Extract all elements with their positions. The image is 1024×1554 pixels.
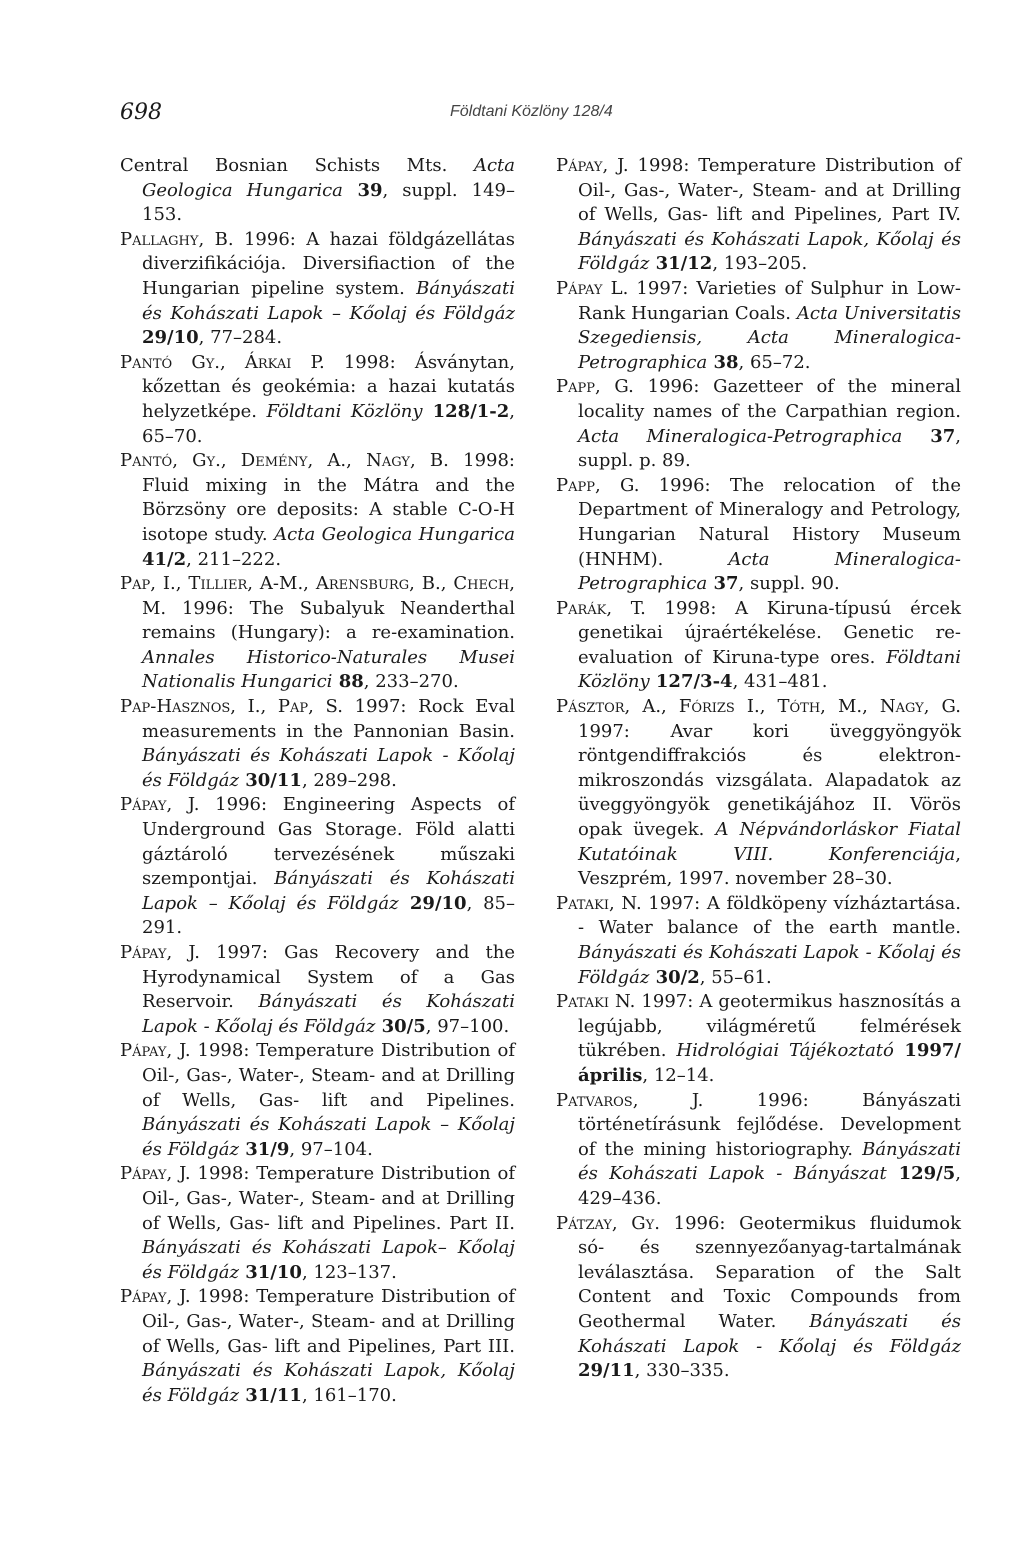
reference-entry	[120, 1039, 515, 1162]
reference-journal: Bányászati és Kohászati Lapok, Kőolaj és Földgáz	[578, 228, 961, 275]
reference-pages: , 85–291.	[142, 892, 515, 939]
reference-volume: 127/3-4	[649, 671, 733, 693]
reference-entry	[120, 351, 515, 449]
reference-volume: 129/5	[886, 1163, 956, 1185]
reference-volume: 30/5	[375, 1015, 426, 1037]
reference-entry	[556, 277, 961, 375]
reference-journal: Acta Universitatis Szegediensis, Acta Mineralogica-Petrographica	[578, 302, 961, 373]
reference-body: 1997: A földköpeny vízháztartása. - Water balance of the earth mantle.	[578, 892, 961, 939]
left-column	[120, 154, 515, 1408]
reference-journal: Földtani Közlöny	[578, 646, 961, 693]
reference-authors: Pallaghy, B.	[120, 228, 234, 250]
reference-body: 1998: Ásványtan, kőzettan és geokémia: a hazai kutatás helyzetképe.	[142, 351, 515, 422]
reference-body: 1997: Rock Eval measurements in the Pannonian Basin.	[142, 696, 515, 742]
reference-authors: Pásztor, A., Fórizs I., Tóth, M., Nagy, G.	[556, 696, 961, 718]
reference-pages: , 55–61.	[699, 966, 772, 988]
reference-body: 1998: Fluid mixing in the Mátra and the Börzsöny ore deposits: A stable C-O-H isotope study.	[142, 450, 515, 545]
reference-volume: 128/1-2	[422, 400, 510, 422]
reference-authors: Pataki, N.	[556, 892, 642, 914]
reference-journal: Bányászati és Kohászati Lapok - Bányászat	[578, 1138, 961, 1185]
reference-journal: Bányászati és Kohászati Lapok, Kőolaj és Földgáz	[142, 1360, 515, 1406]
reference-volume: 37	[902, 425, 956, 447]
reference-authors: Pantó Gy., Árkai P.	[120, 351, 325, 373]
reference-pages: , 429–436.	[578, 1163, 961, 1209]
reference-authors: Pápay, J.	[120, 942, 200, 963]
reference-journal: Bányászati és Kohászati Lapok - Kőolaj és Földgáz	[578, 942, 961, 988]
reference-body: 1997: Varieties of Sulphur in Low-Rank Hungarian Coals.	[578, 277, 961, 324]
reference-entry	[556, 1212, 961, 1384]
reference-pages: , Veszprém, 1997. november 28–30.	[578, 843, 961, 890]
reference-entry	[120, 793, 515, 941]
reference-pages: , 97–104.	[289, 1138, 373, 1160]
reference-authors: Pápay, J.	[120, 794, 200, 816]
reference-authors: Pápay L.	[556, 277, 629, 299]
reference-entry	[556, 474, 961, 597]
reference-entry	[556, 990, 961, 1088]
reference-journal: Földtani Közlöny	[266, 400, 423, 422]
reference-body: 1996: Bányászati történetírásunk fejlődése. Development of the mining historiography.	[578, 1089, 961, 1160]
reference-entry	[120, 941, 515, 1039]
reference-body: Central Bosnian Schists Mts.	[120, 155, 474, 176]
reference-pages: , 12–14.	[642, 1064, 715, 1086]
reference-entry	[556, 597, 961, 695]
reference-body: 1998: Temperature Distribution of Oil-, Gas-, Water-, Steam- and at Drilling of Wells, Gas- lift and Pipelines, Part III.	[142, 1286, 515, 1357]
reference-entry	[556, 154, 961, 277]
reference-pages: , 123–137.	[301, 1261, 397, 1283]
page-number: 698	[120, 100, 162, 125]
reference-body: 1997: A geotermikus hasznosítás a legújabb, világméretű felmérések tükrében.	[578, 991, 962, 1062]
reference-body: 1997: Gas Recovery and the Hyrodynamical System of a Gas Reservoir.	[142, 942, 515, 1013]
reference-body: 1998: Temperature Distribution of Oil-, Gas-, Water-, Steam- and at Drilling of Wells, Gas- lift and Pipelines, Part IV.	[578, 155, 961, 226]
reference-pages: , 211–222.	[186, 548, 282, 570]
reference-pages: , 233–270.	[363, 671, 459, 693]
reference-journal: Bányászati és Kohászati Lapok – Kőolaj és Földgáz	[142, 277, 515, 324]
reference-volume: 30/2	[649, 966, 700, 988]
reference-volume: 37	[707, 573, 739, 595]
reference-entry	[120, 449, 515, 572]
reference-journal: Bányászati és Kohászati Lapok – Kőolaj és Földgáz	[142, 1114, 515, 1160]
reference-volume: 31/10	[238, 1261, 302, 1283]
reference-pages: , 65–72.	[738, 351, 811, 373]
reference-authors: Parák, T.	[556, 597, 646, 619]
reference-authors: Pápay, J.	[120, 1040, 191, 1062]
reference-volume: 1997/április	[578, 1040, 961, 1086]
reference-journal: Acta Mineralogica-Petrographica	[578, 425, 903, 447]
reference-authors: Patvaros, J.	[556, 1089, 704, 1111]
reference-entry	[120, 572, 515, 695]
reference-journal: Bányászati és Kohászati Lapok – Kőolaj és Földgáz	[142, 868, 516, 914]
reference-authors: Pátzay, Gy.	[556, 1212, 660, 1234]
reference-entry	[120, 1162, 515, 1285]
reference-entry	[120, 228, 515, 351]
reference-entry	[556, 375, 961, 473]
reference-journal: Hidrológiai Tájékoztató	[676, 1040, 894, 1062]
reference-volume: 41/2	[142, 548, 187, 570]
reference-journal: Acta Mineralogica-Petrographica	[578, 548, 961, 595]
reference-body: 1996: A hazai földgázellátas diverzifikációja. Diversifiaction of the Hungarian pipeline system.	[142, 228, 515, 299]
reference-pages: , suppl. p. 89.	[578, 425, 961, 472]
reference-authors: Pap-Hasznos, I., Pap, S.	[120, 696, 343, 718]
reference-pages: , 161–170.	[301, 1384, 397, 1406]
reference-pages: , suppl. 149–153.	[142, 179, 515, 226]
reference-pages: , suppl. 90.	[738, 573, 840, 595]
reference-volume: 29/11	[578, 1360, 635, 1382]
reference-journal: Bányászati és Kohászati Lapok - Kőolaj és Földgáz	[578, 1310, 961, 1357]
reference-entry	[556, 892, 961, 990]
reference-journal: Acta Geologica Hungarica	[274, 523, 515, 545]
reference-pages: , 65–70.	[142, 400, 516, 447]
reference-body: 1998: Temperature Distribution of Oil-, Gas-, Water-, Steam- and at Drilling of Wells, Gas- lift and Pipelines.	[142, 1040, 515, 1111]
reference-body: 1996: Geotermikus fluidumok só- és szennyezőanyag-tartalmának leválasztása. Separation of the Salt Content and Toxic Compounds from Geothermal Water.	[578, 1212, 961, 1332]
reference-volume: 31/9	[238, 1138, 290, 1160]
reference-body: 1996: The Subalyuk Neanderthal remains (Hungary): a re-examination.	[142, 597, 515, 644]
reference-authors: Pap, I., Tillier, A-M., Arensburg, B., Chech, M.	[120, 573, 515, 619]
reference-pages: , 431–481.	[732, 671, 828, 693]
reference-authors: Pataki N.	[556, 991, 636, 1013]
reference-volume: 29/10	[398, 892, 467, 914]
reference-body: 1998: A Kiruna-típusú ércek genetikai újraértékelése. Genetic re-evaluation of Kiruna-type ores.	[578, 597, 961, 668]
reference-volume: 38	[707, 351, 739, 373]
reference-body: 1996: Gazetteer of the mineral locality names of the Carpathian region.	[578, 376, 961, 422]
reference-volume: 31/11	[238, 1384, 302, 1406]
reference-pages: , 330–335.	[634, 1360, 730, 1382]
reference-journal: Bányászati és Kohászati Lapok - Kőolaj és Földgáz	[142, 745, 515, 791]
reference-body: 1996: Engineering Aspects of Underground Gas Storage. Föld alatti gáztároló tervezésének műszaki szempontjai.	[142, 794, 516, 890]
page-header	[0, 100, 1024, 128]
reference-pages: , 97–100.	[425, 1015, 510, 1037]
reference-authors: Papp, G.	[556, 376, 634, 398]
reference-journal: Bányászati és Kohászati Lapok– Kőolaj és Földgáz	[142, 1237, 515, 1283]
reference-journal: Acta Geologica Hungarica	[142, 155, 515, 201]
reference-body: 1997: Avar kori üveggyöngyök röntgendiffrakciós és elektron-mikroszondás vizsgálata. Alapadatok az üveggyöngyök genetikájához II. Vörös opak üvegek.	[578, 720, 961, 841]
reference-volume: 88	[332, 671, 364, 693]
reference-pages: , 77–284.	[198, 327, 283, 349]
reference-body: 1996: The relocation of the Department of Mineralogy and Petrology, Hungarian Natural History Museum (HNHM).	[578, 474, 961, 570]
reference-entry	[120, 154, 515, 228]
reference-journal: Bányászati és Kohászati Lapok - Kőolaj és Földgáz	[142, 991, 515, 1037]
reference-authors: Papp, G.	[556, 474, 640, 496]
reference-entry	[556, 695, 961, 892]
reference-journal: A Népvándorláskor Fiatal Kutatóinak VIII. Konferenciája	[578, 819, 961, 865]
reference-volume: 30/11	[238, 769, 302, 791]
right-column	[556, 154, 961, 1384]
reference-entry	[556, 1089, 961, 1212]
reference-entry	[120, 695, 515, 793]
reference-volume: 29/10	[142, 327, 199, 349]
reference-authors: Pápay, J.	[556, 155, 629, 176]
running-title: Földtani Közlöny 128/4	[450, 103, 613, 120]
reference-pages: , 289–298.	[301, 769, 397, 791]
reference-pages: , 193–205.	[712, 253, 808, 275]
reference-journal: Annales Historico-Naturales Musei Nationalis Hungarici	[142, 646, 515, 693]
reference-authors: Pápay, J.	[120, 1286, 191, 1308]
reference-volume: 39	[342, 179, 383, 201]
reference-body: 1998: Temperature Distribution of Oil-, Gas-, Water-, Steam- and at Drilling of Wells, Gas- lift and Pipelines. Part II.	[142, 1163, 515, 1234]
reference-volume: 31/12	[649, 253, 713, 275]
reference-entry	[120, 1285, 515, 1408]
reference-authors: Pápay, J.	[120, 1163, 191, 1185]
reference-authors: Pantó, Gy., Demény, A., Nagy, B.	[120, 450, 449, 472]
